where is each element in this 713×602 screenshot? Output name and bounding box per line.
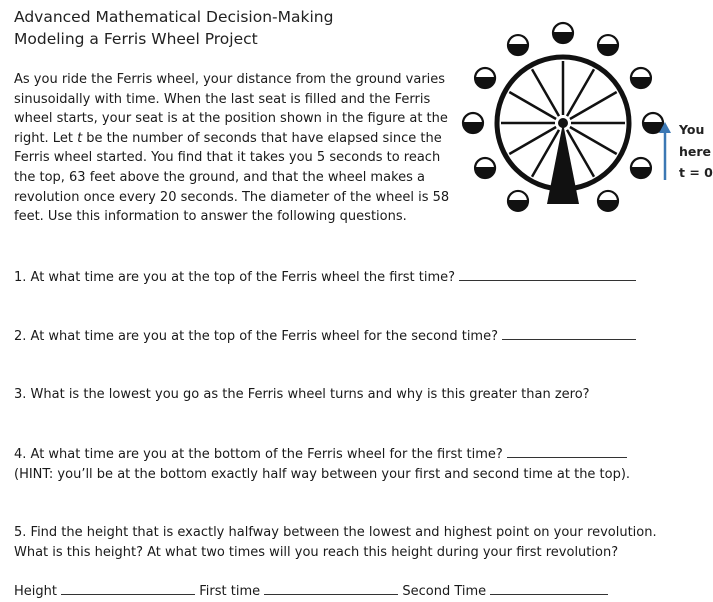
question-5-line-1: 5. Find the height that is exactly halfway between the lowest and highest point on your revolution.: [14, 525, 657, 540]
intro-paragraph: [14, 70, 454, 227]
intro-text-2: be the number of seconds that have elapsed since the Ferris wheel started. You find that it takes you 5 seconds to reach the top, 63 feet above the ground, and that the wheel makes a revolution once every 20 seconds. The diameter of the wheel is 58 feet. Use this information to answer the following questions.: [14, 130, 450, 225]
answer-blank-1[interactable]: [459, 267, 636, 281]
question-4-text: 4. At what time are you at the bottom of the Ferris wheel for the first time?: [14, 447, 507, 462]
document-title: [14, 6, 333, 50]
wheel-seat: [631, 68, 651, 88]
question-1-text: 1. At what time are you at the top of the Ferris wheel the first time?: [14, 270, 460, 285]
wheel-seat: [553, 23, 573, 43]
start-position-label: [679, 119, 713, 184]
first-time-blank[interactable]: [264, 581, 398, 595]
intro-variable-t: t: [77, 130, 83, 146]
second-time-blank[interactable]: [490, 581, 608, 595]
wheel-seat: [631, 158, 651, 178]
wheel-spoke: [509, 92, 556, 119]
first-time-label: First time: [195, 584, 265, 599]
wheel-spoke: [532, 69, 559, 116]
question-2-text: 2. At what time are you at the top of the Ferris wheel for the second time?: [14, 329, 503, 344]
start-label-line-2: here: [679, 143, 712, 159]
start-label-line-3: t = 0: [679, 165, 713, 180]
question-5-answers: [14, 581, 608, 602]
wheel-spoke: [567, 69, 594, 116]
question-5: [14, 523, 657, 562]
height-blank[interactable]: [61, 581, 195, 595]
wheel-seat: [508, 191, 528, 211]
answer-blank-2[interactable]: [502, 326, 636, 340]
question-1: [14, 267, 636, 288]
ferris-wheel-figure: [474, 8, 704, 218]
wheel-spoke: [509, 127, 556, 154]
wheel-seat: [598, 35, 618, 55]
wheel-spoke: [570, 92, 617, 119]
wheel-seat: [463, 113, 483, 133]
question-4-hint: (HINT: you’ll be at the bottom exactly half way between your first and second time at the top).: [14, 466, 631, 482]
wheel-seat: [475, 158, 495, 178]
question-2: [14, 326, 636, 347]
second-time-label: Second Time: [398, 584, 491, 599]
question-4: [14, 444, 630, 484]
question-5-line-2: What is this height? At what two times will you reach this height during your first revolution?: [14, 544, 619, 560]
answer-blank-4[interactable]: [507, 444, 627, 458]
wheel-support: [547, 123, 579, 204]
title-line-1: Advanced Mathematical Decision-Making: [14, 8, 334, 26]
question-3: [14, 385, 590, 405]
intro-text-1: As you ride the Ferris wheel, your distance from the ground varies sinusoidally with time. When the last seat is filled and the Ferris wheel starts, your seat is at the position shown in the figure at the right. Let: [14, 72, 448, 146]
question-4-line: [14, 444, 630, 465]
wheel-seat: [475, 68, 495, 88]
wheel-spoke: [570, 127, 617, 154]
question-3-text: 3. What is the lowest you go as the Ferris wheel turns and why is this greater than zero?: [14, 387, 590, 402]
start-label-line-1: You: [679, 122, 705, 137]
wheel-seat: [643, 113, 663, 133]
wheel-seat: [598, 191, 618, 211]
height-label: Height: [14, 584, 62, 599]
wheel-seat: [508, 35, 528, 55]
title-line-2: Modeling a Ferris Wheel Project: [14, 30, 258, 48]
